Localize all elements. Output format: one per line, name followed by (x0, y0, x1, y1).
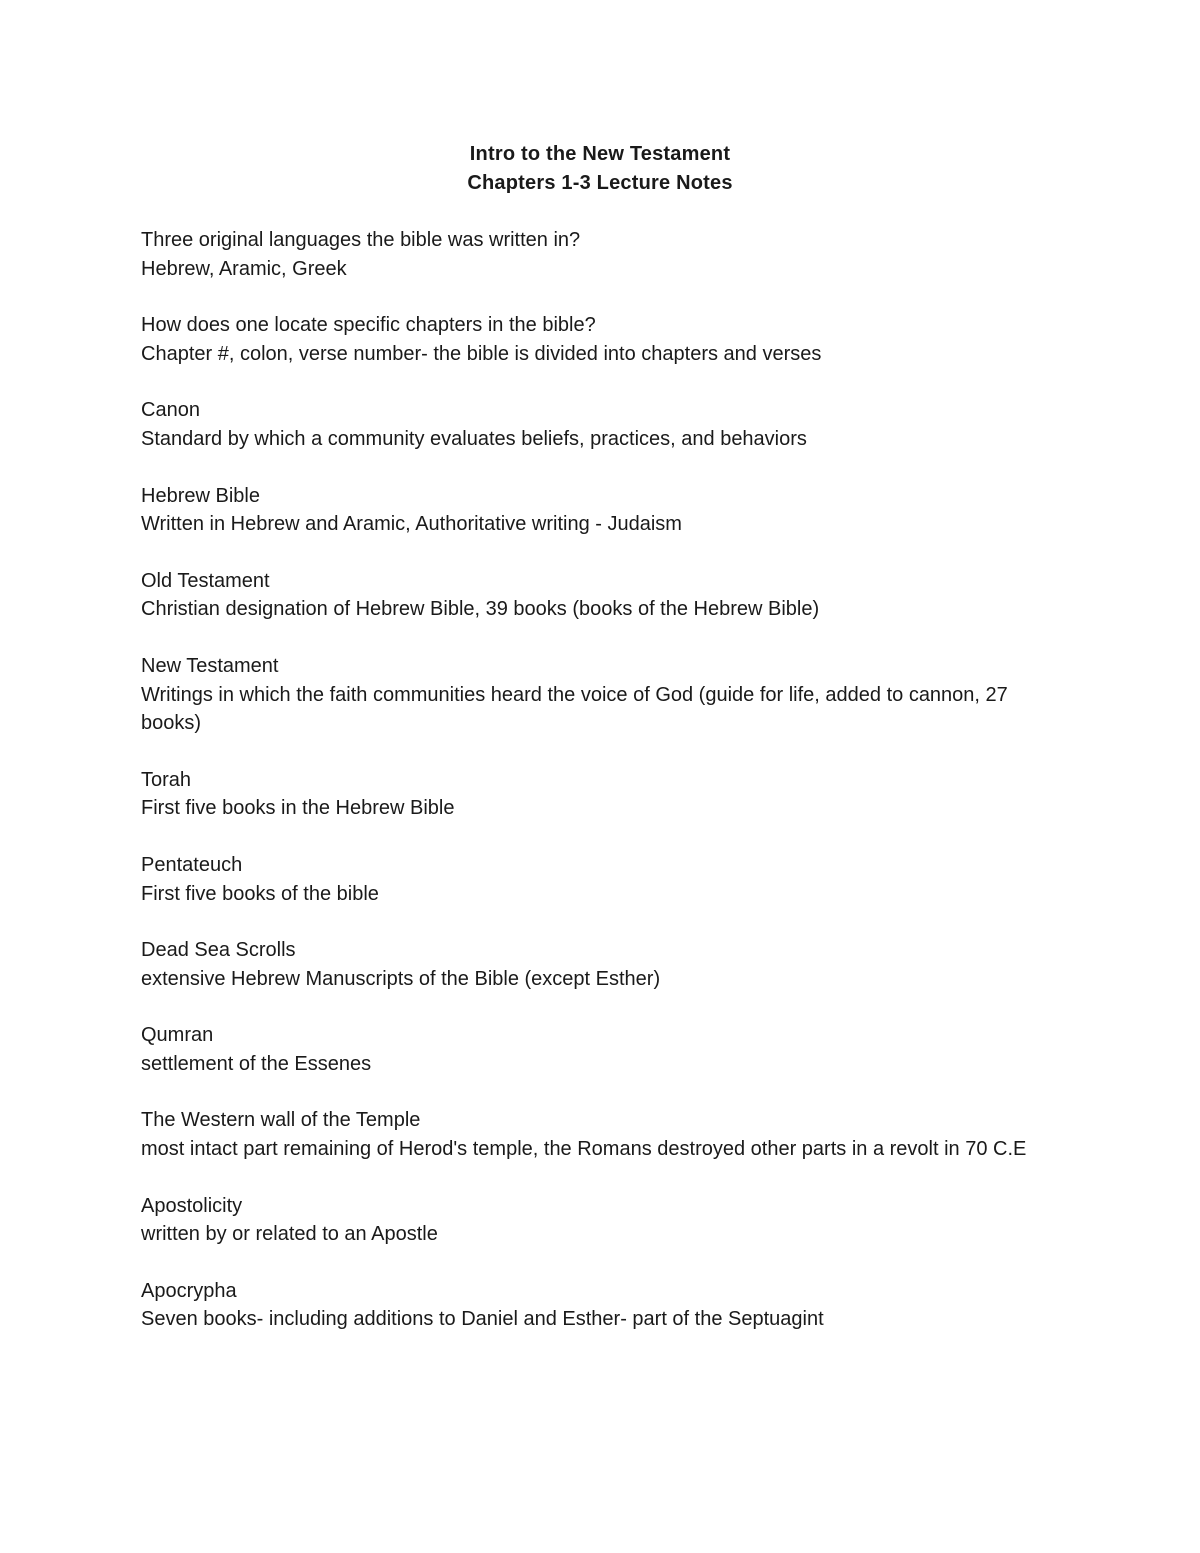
note-definition: Seven books- including additions to Daniel and Esther- part of the Septuagint (141, 1308, 824, 1331)
note-entry (141, 226, 1071, 283)
note-term: Old Testament (141, 569, 270, 592)
note-term: The Western wall of the Temple (141, 1109, 421, 1132)
note-term: New Testament (141, 654, 279, 677)
document-subtitle: Chapters 1-3 Lecture Notes (467, 172, 733, 194)
note-entry (141, 482, 1071, 539)
note-entry (141, 1277, 1071, 1334)
note-term: Three original languages the bible was written in? (141, 229, 581, 251)
note-definition: Written in Hebrew and Aramic, Authoritative writing - Judaism (141, 513, 682, 536)
note-term: Pentateuch (141, 853, 243, 876)
note-entry (141, 567, 1071, 624)
note-term: How does one locate specific chapters in the bible? (141, 314, 596, 337)
note-entry (141, 1106, 1071, 1163)
note-entry (141, 936, 1071, 993)
note-definition: First five books in the Hebrew Bible (141, 797, 455, 820)
note-term: Canon (141, 399, 200, 422)
note-entry (141, 311, 1071, 368)
note-entry (141, 652, 1071, 738)
document-title: Intro to the New Testament (469, 143, 731, 165)
note-entry (141, 766, 1071, 823)
note-definition: Writings in which the faith communities heard the voice of God (guide for life, added to cannon, 27 books) (141, 683, 1008, 735)
note-definition: First five books of the bible (141, 882, 379, 905)
note-definition: Chapter #, colon, verse number- the bible is divided into chapters and verses (141, 342, 822, 365)
note-term: Qumran (141, 1024, 214, 1047)
notes-list (141, 226, 1071, 1362)
note-definition: settlement of the Essenes (141, 1052, 372, 1075)
note-definition: Hebrew, Aramic, Greek (141, 257, 347, 280)
note-term: Hebrew Bible (141, 484, 260, 507)
note-term: Apostolicity (141, 1194, 243, 1217)
note-term: Dead Sea Scrolls (141, 939, 296, 962)
note-definition: most intact part remaining of Herod's temple, the Romans destroyed other parts in a revolt in 70 C.E (141, 1138, 1027, 1161)
note-definition: written by or related to an Apostle (141, 1223, 438, 1246)
note-entry (141, 1021, 1071, 1078)
note-entry (141, 396, 1071, 453)
note-term: Apocrypha (141, 1279, 237, 1302)
note-entry (141, 1192, 1071, 1249)
note-definition: extensive Hebrew Manuscripts of the Bible (except Esther) (141, 967, 661, 990)
note-entry (141, 851, 1071, 908)
note-definition: Standard by which a community evaluates beliefs, practices, and behaviors (141, 427, 807, 450)
note-term: Torah (141, 768, 192, 791)
title-block (0, 140, 1200, 198)
note-definition: Christian designation of Hebrew Bible, 39 books (books of the Hebrew Bible) (141, 598, 820, 621)
